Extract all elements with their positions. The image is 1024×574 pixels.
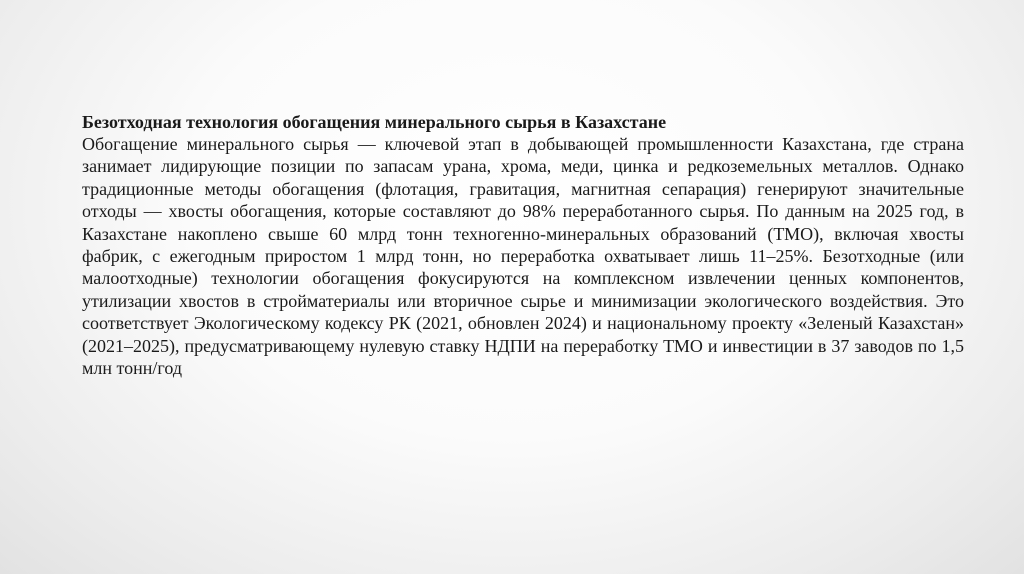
text-block (82, 111, 964, 379)
body-paragraph: Обогащение минерального сырья — ключевой этап в добывающей промышленности Казахстана, где страна занимает лидирующие позиции по запасам урана, хрома, меди, цинка и редкоземельных металлов. Однако традиционные методы обогащения (флотация, гравитация, магнитная сепарация) генерируют значительные отходы — хвосты обогащения, которые составляют до 98% переработанного сырья. По данным на 2025 год, в Казахстане накоплено свыше 60 млрд тонн техногенно-минеральных образований (ТМО), включая хвосты фабрик, с ежегодным приростом 1 млрд тонн, но переработка охватывает лишь 11–25%. Безотходные (или малоотходные) технологии обогащения фокусируются на комплексном извлечении ценных компонентов, утилизации хвостов в стройматериалы или вторичное сырье и минимизации экологического воздействия. Это соответствует Экологическому кодексу РК (2021, обновлен 2024) и национальному проекту «Зеленый Казахстан» (2021–2025), предусматривающему нулевую ставку НДПИ на переработку ТМО и инвестиции в 37 заводов по 1,5 млн тонн/год (82, 134, 964, 379)
slide-title: Безотходная технология обогащения минерального сырья в Казахстане (82, 112, 667, 132)
